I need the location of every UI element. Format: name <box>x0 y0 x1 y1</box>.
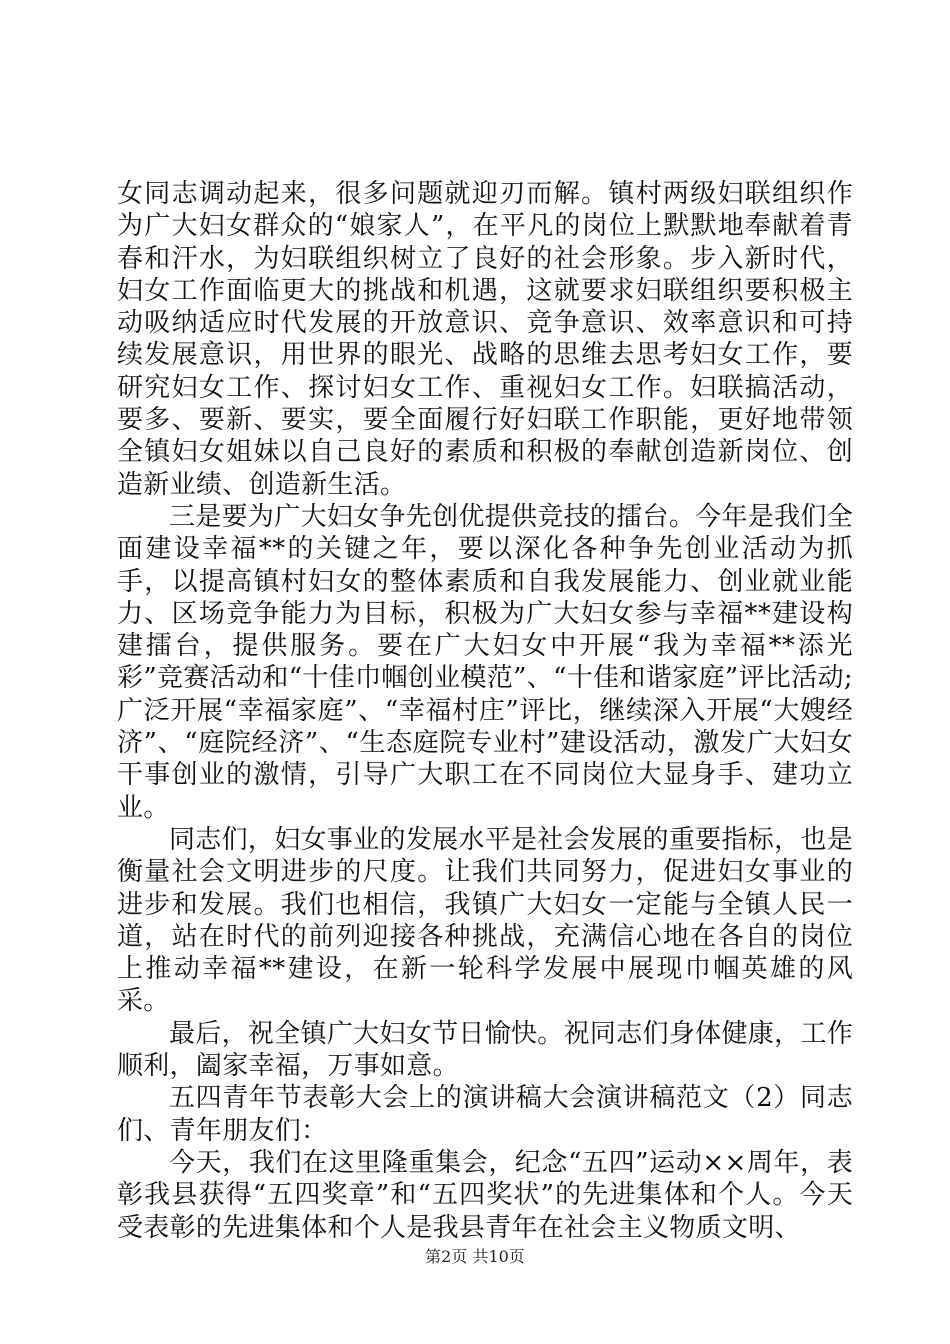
paragraph-2: 三是要为广大妇女争先创优提供竞技的擂台。今年是我们全面建设幸福**的关键之年，要以深化各种争先创业活动为抓手，以提高镇村妇女的整体素质和自我发展能力、创业就业能力、区场竞争能力为目标，积极为广大妇女参与幸福**建设构建擂台，提供服务。要在广大妇女中开展“我为幸福**添光彩”竞赛活动和“十佳巾帼创业模范”、“十佳和谐家庭”评比活动;广泛开展“幸福家庭”、“幸福村庄”评比，继续深入开展“大嫂经济”、“庭院经济”、“生态庭院专业村”建设活动，激发广大妇女干事创业的激情，引导广大职工在不同岗位大显身手、建功立业。 <box>117 501 853 823</box>
paragraph-4: 最后，祝全镇广大妇女节日愉快。祝同志们身体健康，工作顺利，阖家幸福，万事如意。 <box>117 1018 853 1082</box>
paragraph-6: 今天，我们在这里隆重集会，纪念“五四”运动××周年，表彰我县获得“五四奖章”和“五四奖状”的先进集体和个人。今天受表彰的先进集体和个人是我县青年在社会主义物质文明、 <box>117 1147 853 1243</box>
paragraph-5: 五四青年节表彰大会上的演讲稿大会演讲稿范文（2）同志们、青年朋友们： <box>117 1083 853 1146</box>
document-body <box>117 178 853 1244</box>
page-number-footer: 第2页 共10页 <box>425 1247 525 1266</box>
paragraph-1: 女同志调动起来，很多问题就迎刃而解。镇村两级妇联组织作为广大妇女群众的“娘家人”，在平凡的岗位上默默地奉献着青春和汗水，为妇联组织树立了良好的社会形象。步入新时代，妇女工作面临更大的挑战和机遇，这就要求妇联组织要积极主动吸纳适应时代发展的开放意识、竞争意识、效率意识和可持续发展意识，用世界的眼光、战略的思维去思考妇女工作，要研究妇女工作、探讨妇女工作、重视妇女工作。妇联搞活动，要多、要新、要实，要全面履行好妇联工作职能，更好地带领全镇妇女姐妹以自己良好的素质和积极的奉献创造新岗位、创造新业绩、创造新生活。 <box>117 179 853 500</box>
paragraph-3: 同志们，妇女事业的发展水平是社会发展的重要指标，也是衡量社会文明进步的尺度。让我们共同努力，促进妇女事业的进步和发展。我们也相信，我镇广大妇女一定能与全镇人民一道，站在时代的前列迎接各种挑战，充满信心地在各自的岗位上推动幸福**建设，在新一轮科学发展中展现巾帼英雄的风采。 <box>117 824 853 1017</box>
